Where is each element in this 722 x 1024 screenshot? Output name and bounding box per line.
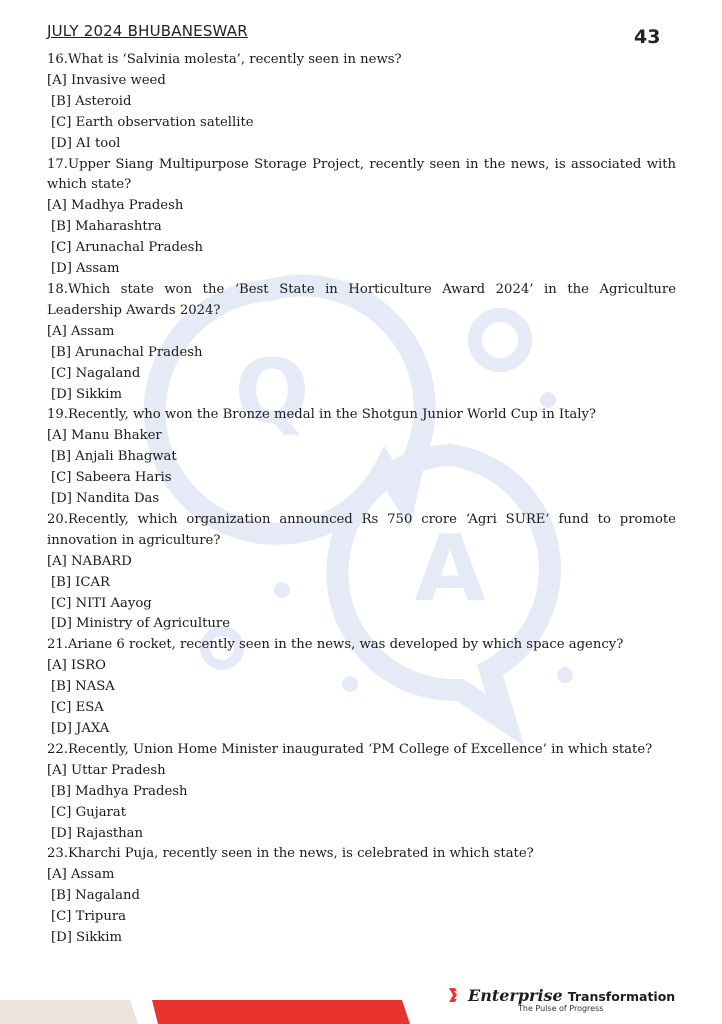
answer-option: [D] Assam [51, 261, 120, 277]
answer-option: [C] Sabeera Haris [51, 470, 172, 486]
answer-option: [C] Gujarat [51, 804, 127, 820]
answer-option: [C] Arunachal Pradesh [51, 240, 203, 256]
brand-arrows-icon [448, 987, 464, 1003]
answer-option: [C] ESA [51, 700, 104, 716]
answer-option: [A] Manu Bhaker [47, 428, 162, 444]
answer-option: [B] Asteroid [51, 93, 132, 109]
answer-option: [D] Sikkim [51, 930, 123, 946]
answer-option: [A] Assam [47, 867, 115, 883]
answer-option: [B] Maharashtra [51, 219, 162, 235]
question-text: 16.What is ‘Salvinia molesta’, recently seen in news? [47, 52, 402, 67]
answer-option: [C] Earth observation satellite [51, 114, 254, 130]
answer-option: [C] Tripura [51, 909, 126, 925]
watermark-q: Q [234, 340, 310, 443]
answer-option: [B] NASA [51, 679, 115, 695]
answer-option: [B] Arunachal Pradesh [51, 344, 203, 360]
brand-logo-block [448, 985, 675, 1013]
answer-option: [A] Invasive weed [47, 72, 166, 88]
question-text: 18.Which state won the ‘Best State in Horticulture Award 2024’ in the Agriculture Leadership Awards 2024? [47, 281, 676, 318]
question-text: 20.Recently, which organization announced Rs 750 crore ‘Agri SURE’ fund to promote innovation in agriculture? [47, 511, 676, 548]
answer-option: [B] Anjali Bhagwat [51, 449, 177, 465]
answer-option: [D] Nandita Das [51, 491, 160, 507]
answer-option: [D] Ministry of Agriculture [51, 616, 230, 632]
answer-option: [C] NITI Aayog [51, 595, 152, 611]
answer-option: [D] AI tool [51, 135, 121, 151]
page-number: 43 [634, 26, 661, 48]
answer-option: [B] ICAR [51, 574, 110, 590]
answer-option: [B] Nagaland [51, 888, 140, 904]
answer-option: [D] Sikkim [51, 386, 123, 402]
answer-option: [D] JAXA [51, 721, 110, 736]
question-text: 19.Recently, who won the Bronze medal in the Shotgun Junior World Cup in Italy? [47, 407, 596, 423]
answer-option: [A] Assam [47, 323, 115, 339]
brand-tagline: The Pulse of Progress [518, 1004, 604, 1013]
question-text: 23.Kharchi Puja, recently seen in the news, is celebrated in which state? [47, 846, 534, 862]
answer-option: [A] NABARD [47, 553, 132, 569]
brand-name-transformation: Transformation [567, 989, 676, 1004]
answer-option: [C] Nagaland [51, 365, 141, 381]
answer-option: [A] Uttar Pradesh [47, 762, 166, 778]
question-text: 22.Recently, Union Home Minister inaugurated ‘PM College of Excellence’ in which state? [47, 741, 653, 757]
header-title: JULY 2024 BHUBANESWAR [47, 22, 248, 40]
watermark-a: A [414, 515, 486, 622]
quiz-content [47, 50, 676, 949]
question-text: 21.Ariane 6 rocket, recently seen in the news, was developed by which space agency? [47, 637, 624, 653]
answer-option: [D] Rajasthan [51, 825, 144, 841]
brand-name-enterprise: Enterprise [468, 986, 563, 1005]
question-text: 17.Upper Siang Multipurpose Storage Project, recently seen in the news, is associated with which state? [47, 156, 676, 193]
answer-option: [B] Madhya Pradesh [51, 783, 188, 799]
answer-option: [A] ISRO [47, 658, 106, 674]
answer-option: [A] Madhya Pradesh [47, 198, 184, 214]
